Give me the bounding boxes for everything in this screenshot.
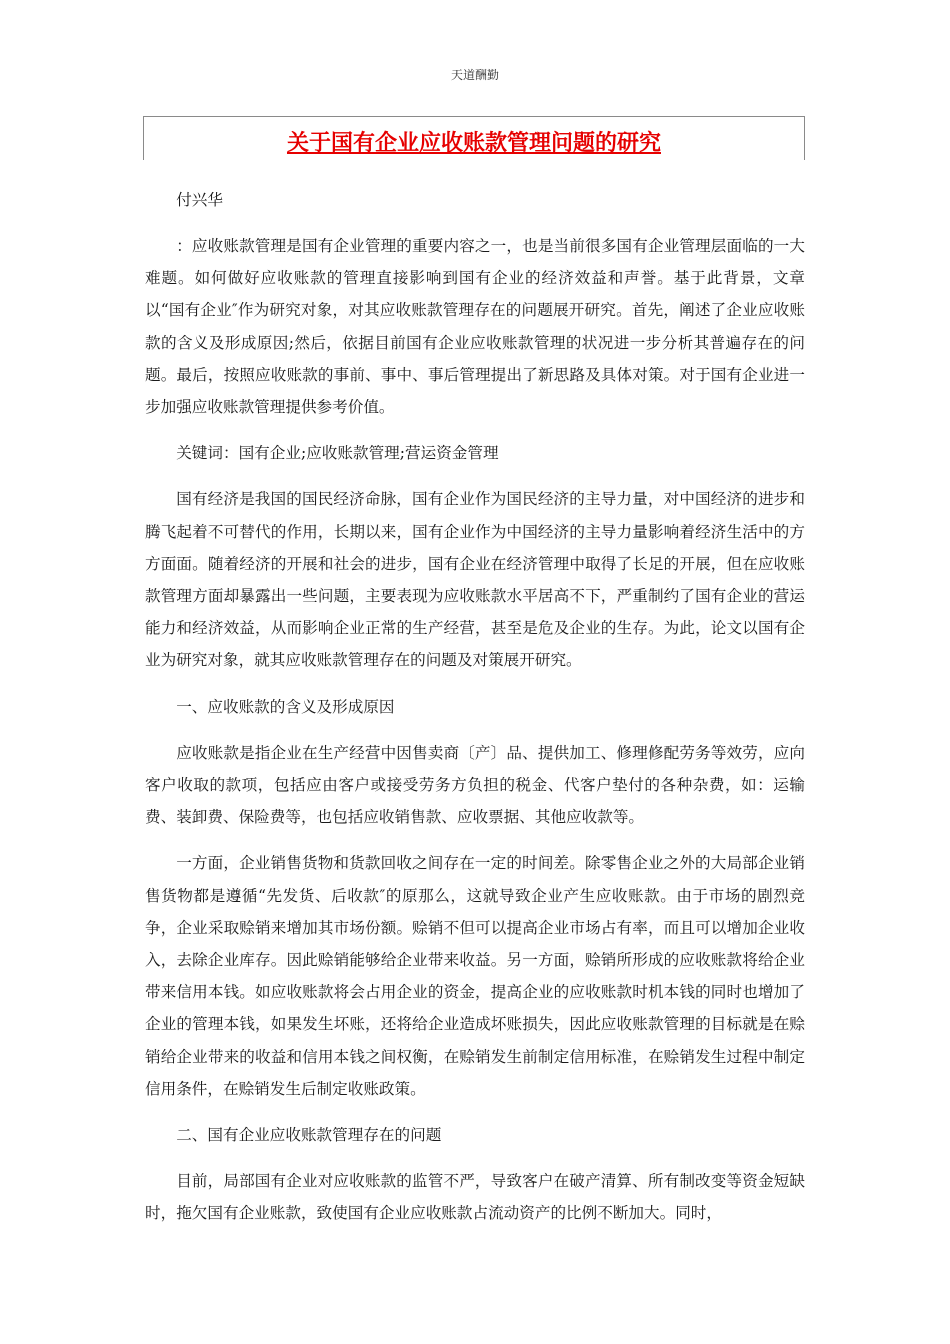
document-body — [145, 184, 805, 1244]
document-title: 关于国有企业应收账款管理问题的研究 — [286, 131, 661, 156]
section-1-paragraph-1: 应收账款是指企业在生产经营中因售卖商〔产〕品、提供加工、修理修配劳务等效劳，应向客户收取的款项，包括应由客户或接受劳务方负担的税金、代客户垫付的各种杂费，如：运输费、装卸费、保险费等，也包括应收销售款、应收票据、其他应收款等。 — [145, 743, 805, 827]
section-1-paragraph-2: 一方面，企业销售货物和货款回收之间存在一定的时间差。除零售企业之外的大局部企业销售货物都是遵循“先发货、后收款″的原那么，这就导致企业产生应收账款。由于市场的剧烈竞争，企业采取赊销来增加其市场份额。赊销不但可以提高企业市场占有率，而且可以增加企业收入，去除企业库存。因此赊销能够给企业带来收益。另一方面，赊销所形成的应收账款将给企业带来信用本钱。如应收账款将会占用企业的资金，提高企业的应收账款时机本钱的同时也增加了企业的管理本钱，如果发生坏账，还将给企业造成坏账损失，因此应收账款管理的目标就是在赊销给企业带来的收益和信用本钱之间权衡，在赊销发生前制定信用标准，在赊销发生过程中制定信用条件，在赊销发生后制定收账政策。 — [145, 854, 805, 1098]
section-2-heading: 二、国有企业应收账款管理存在的问题 — [176, 1126, 442, 1145]
intro-paragraph: 国有经济是我国的国民经济命脉，国有企业作为国民经济的主导力量，对中国经济的进步和腾飞起着不可替代的作用，长期以来，国有企业作为中国经济的主导力量影响着经济生活中的方方面面。随着经济的开展和社会的进步，国有企业在经济管理中取得了长足的开展，但在应收账款管理方面却暴露出一些问题，主要表现为应收账款水平居高不下，严重制约了国有企业的营运能力和经济效益，从而影响企业正常的生产经营，甚至是危及企业的生存。为此，论文以国有企业为研究对象，就其应收账款管理存在的问题及对策展开研究。 — [145, 490, 805, 670]
page-header: 天道酬勤 — [450, 68, 499, 82]
section-1-heading: 一、应收账款的含义及形成原因 — [176, 697, 395, 716]
abstract-paragraph: ：应收账款管理是国有企业管理的重要内容之一，也是当前很多国有企业管理层面临的一大难题。如何做好应收账款的管理直接影响到国有企业的经济效益和声誉。基于此背景，文章以“国有企业″作为研究对象，对其应收账款管理存在的问题展开研究。首先，阐述了企业应收账款的含义及形成原因;然后，依据目前国有企业应收账款管理的状况进一步分析其普遍存在的问题。最后，按照应收账款的事前、事中、事后管理提出了新思路及具体对策。对于国有企业进一步加强应收账款管理提供参考价值。 — [145, 237, 805, 417]
keywords-paragraph: 关键词：国有企业;应收账款管理;营运资金管理 — [176, 444, 499, 463]
author-name: 付兴华 — [176, 191, 223, 209]
title-box — [143, 116, 805, 160]
section-2-paragraph-1: 目前，局部国有企业对应收账款的监管不严，导致客户在破产清算、所有制改变等资金短缺时，拖欠国有企业账款，致使国有企业应收账款占流动资产的比例不断加大。同时， — [145, 1172, 805, 1223]
